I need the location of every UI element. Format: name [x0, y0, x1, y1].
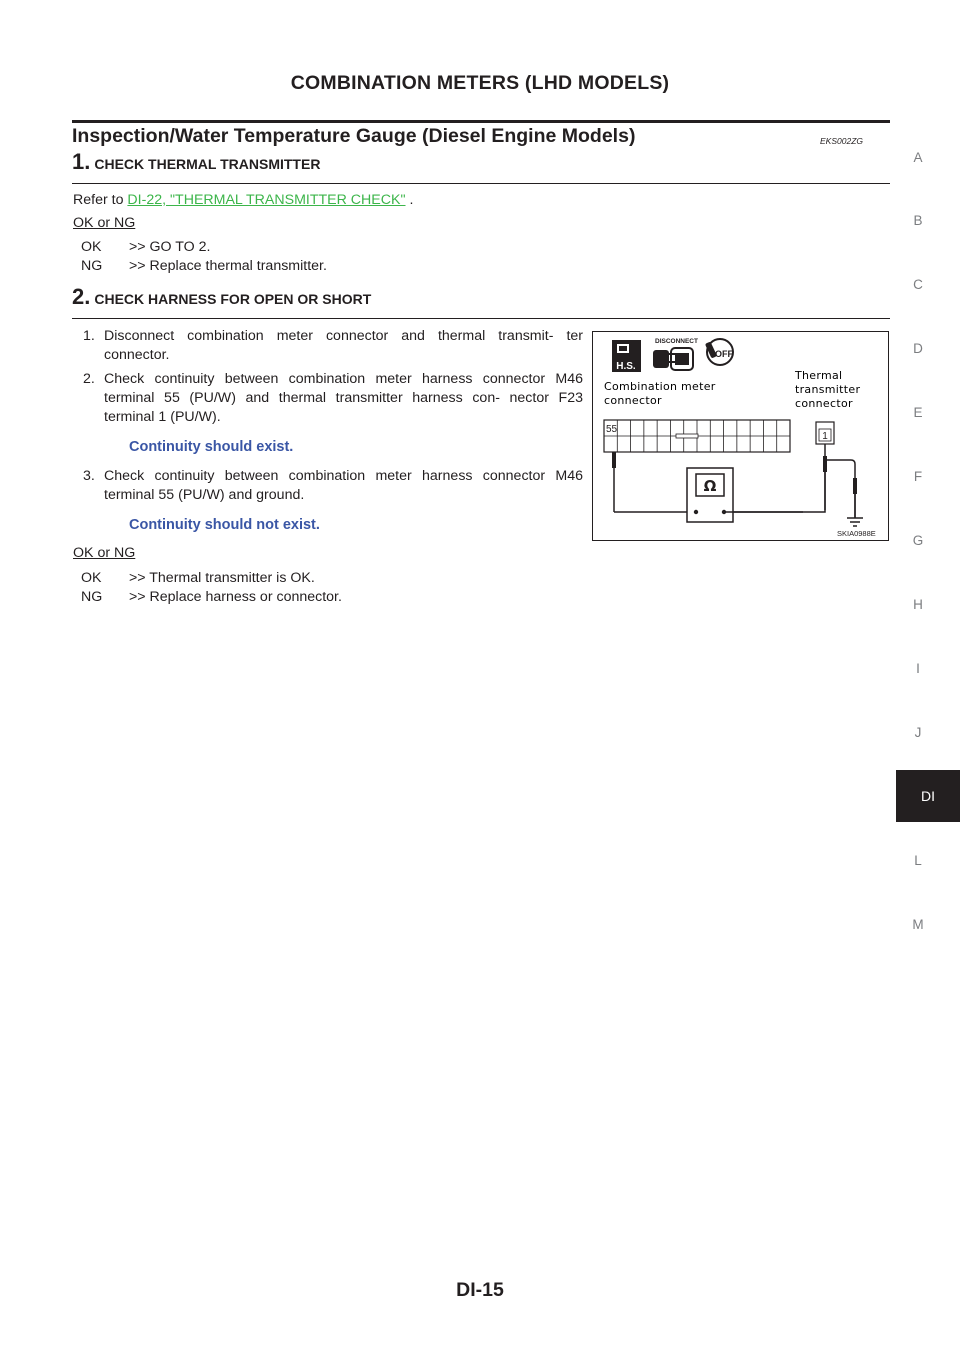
list-number: 1.: [83, 328, 95, 344]
off-label: OFF: [715, 349, 733, 359]
terminal-55-label: 55: [606, 424, 618, 435]
probe-right: [823, 456, 827, 472]
step1-refer: [73, 191, 413, 210]
side-tab-di[interactable]: DI: [896, 770, 960, 822]
spec-continuity-exist: Continuity should exist.: [129, 439, 294, 455]
ohmmeter-icon: [687, 468, 733, 522]
transmitter-label: transmitter: [795, 383, 861, 396]
list-text: Check continuity between combination meter harness connector M46 terminal 55 (PU/W) and ground.: [104, 468, 583, 503]
list-item: [83, 467, 583, 505]
combination-meter-label: Combination meter: [604, 380, 716, 393]
step2-number: 2.: [72, 284, 91, 309]
step2-rule: [72, 318, 890, 319]
test-wires: [614, 444, 855, 518]
section-title: Inspection/Water Temperature Gauge (Diesel Engine Models): [72, 125, 636, 147]
spec-continuity-not-exist: Continuity should not exist.: [129, 517, 320, 533]
step1-ok-ng-label: OK or NG: [73, 215, 136, 231]
ignition-off-icon: [705, 339, 734, 365]
result-key: NG: [81, 589, 103, 605]
side-index-c[interactable]: C: [913, 277, 923, 292]
disconnect-icon: [653, 338, 698, 370]
side-index-j[interactable]: J: [914, 725, 922, 740]
refer-prefix: Refer to: [73, 192, 128, 208]
side-index-i[interactable]: I: [916, 661, 920, 676]
side-index-d[interactable]: D: [913, 341, 923, 356]
list-number: 3.: [83, 468, 95, 484]
thermal-connector-label: connector: [795, 397, 853, 410]
result-text: >> Replace thermal transmitter.: [129, 258, 327, 274]
header-rule: [72, 120, 890, 123]
step1-rule: [72, 183, 890, 184]
hs-label: H.S.: [616, 361, 636, 372]
combination-meter-connector: [604, 420, 790, 452]
step1-result-ng: [81, 257, 327, 276]
step2-result-ok: [81, 569, 315, 588]
ohm-symbol: Ω: [703, 477, 717, 495]
step2-title: CHECK HARNESS FOR OPEN OR SHORT: [94, 291, 372, 307]
step1-result-ok: [81, 238, 211, 257]
wiring-diagram: [593, 332, 887, 539]
hs-icon: [612, 340, 641, 372]
refer-link[interactable]: DI-22, "THERMAL TRANSMITTER CHECK": [127, 192, 406, 208]
terminal-1-label: 1: [822, 431, 828, 442]
step1-number: 1.: [72, 149, 91, 174]
page-number: DI-15: [456, 1279, 504, 1301]
step1-heading: [72, 149, 320, 175]
side-index-g[interactable]: G: [912, 533, 924, 548]
result-key: OK: [81, 570, 102, 586]
step2-heading: [72, 284, 371, 310]
page-header-title: COMBINATION METERS (LHD MODELS): [290, 72, 670, 94]
disconnect-label: DISCONNECT: [655, 338, 698, 345]
side-index-h[interactable]: H: [913, 597, 923, 612]
result-text: >> GO TO 2.: [129, 239, 211, 255]
list-number: 2.: [83, 371, 95, 387]
side-index-m[interactable]: M: [912, 917, 924, 932]
result-text: >> Replace harness or connector.: [129, 589, 342, 605]
step2-ok-ng-label: OK or NG: [73, 545, 136, 561]
result-key: NG: [81, 258, 103, 274]
list-text: Disconnect combination meter connector and thermal transmit- ter connector.: [104, 328, 583, 363]
list-item: [83, 327, 583, 365]
list-item: [83, 370, 583, 427]
thermal-label: Thermal: [795, 369, 843, 382]
side-index-f[interactable]: F: [913, 469, 923, 484]
list-text: Check continuity between combination meter harness connector M46 terminal 55 (PU/W) and thermal transmitter harness con- nector F23 terminal 1 (PU/W).: [104, 371, 583, 425]
thermal-transmitter-connector: [816, 422, 834, 444]
probe-ground: [853, 478, 857, 494]
combination-connector-label: connector: [604, 394, 662, 407]
side-index-a[interactable]: A: [913, 150, 923, 165]
side-index-l[interactable]: L: [914, 853, 922, 868]
section-code: EKS002ZG: [820, 136, 863, 146]
probe-left: [612, 452, 616, 468]
side-index-e[interactable]: E: [913, 405, 923, 420]
figure-code: SKIA0988E: [837, 529, 876, 538]
result-text: >> Thermal transmitter is OK.: [129, 570, 315, 586]
step1-title: CHECK THERMAL TRANSMITTER: [94, 156, 321, 172]
step2-result-ng: [81, 588, 342, 607]
result-key: OK: [81, 239, 102, 255]
side-index-b[interactable]: B: [913, 213, 923, 228]
ground-icon: [847, 494, 863, 526]
wiring-diagram-figure: [592, 331, 889, 541]
refer-suffix: .: [405, 192, 414, 208]
